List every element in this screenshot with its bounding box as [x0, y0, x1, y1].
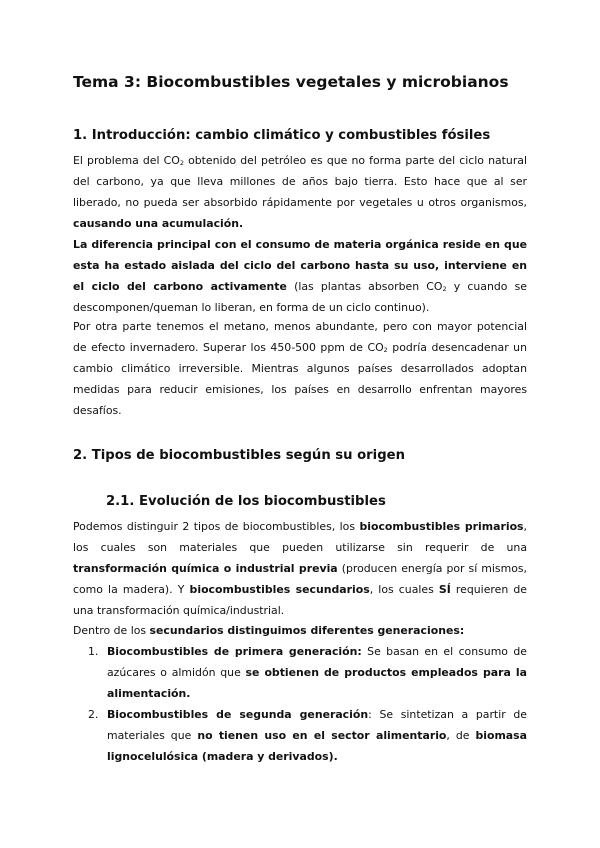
section-1-paragraph-2: La diferencia principal con el consumo de materia orgánica reside en que esta ha estado aislada del ciclo del carbono hasta su uso, interviene en el ciclo del carbono activamente (las plantas absorben $CO_2$ y cuando se descomponen/queman lo liberan, en forma de un ciclo continuo). [73, 238, 527, 314]
document-title: Tema 3: Biocombustibles vegetales y microbianos [73, 73, 509, 91]
section-2-heading: 2. Tipos de biocombustibles según su origen [73, 448, 405, 463]
list-item: 2. Biocombustibles de segunda generación: Se sintetizan a partir de materiales que no tienen uso en el sector alimentario, de biomasa lignocelulósica (madera y derivados). [73, 704, 527, 767]
subsection-2-1-paragraph-1: Podemos distinguir 2 tipos de biocombustibles, los biocombustibles primarios, los cuales son materiales que pueden utilizarse sin requerir de una transformación química o industrial previa (producen energía por sí mismos, como la madera). Y biocombustibles secundarios, los cuales SÍ requieren de una transformación química/industrial. [73, 520, 527, 617]
list-item: 1. Biocombustibles de primera generación: Se basan en el consumo de azúcares o almidón que se obtienen de productos empleados para la alimentación. [73, 641, 527, 704]
subsection-2-1-paragraph-2: Dentro de los secundarios distinguimos diferentes generaciones: [73, 624, 465, 637]
section-1-heading: 1. Introducción: cambio climático y combustibles fósiles [73, 128, 491, 143]
section-1-paragraph-1: El problema del $CO_2$ obtenido del petróleo es que no forma parte del ciclo natural del carbono, ya que lleva millones de años bajo tierra. Esto hace que al ser liberado, no pueda ser absorbido rápidamente por vegetales u otros organismos, causando una acumulación. [73, 154, 527, 230]
list-item-number: 2. [88, 708, 99, 721]
subsection-2-1-heading: 2.1. Evolución de los biocombustibles [106, 494, 386, 509]
list-item-number: 1. [88, 645, 99, 658]
generations-list [73, 641, 527, 767]
section-1-paragraph-3: Por otra parte tenemos el metano, menos abundante, pero con mayor potencial de efecto invernadero. Superar los 450-500 ppm de $CO_2$ podría desencadenar un cambio climático irreversible. Mientras algunos países desarrollados adoptan medidas para reducir emisiones, los países en desarrollo enfrentan mayores desafíos. [73, 320, 527, 417]
